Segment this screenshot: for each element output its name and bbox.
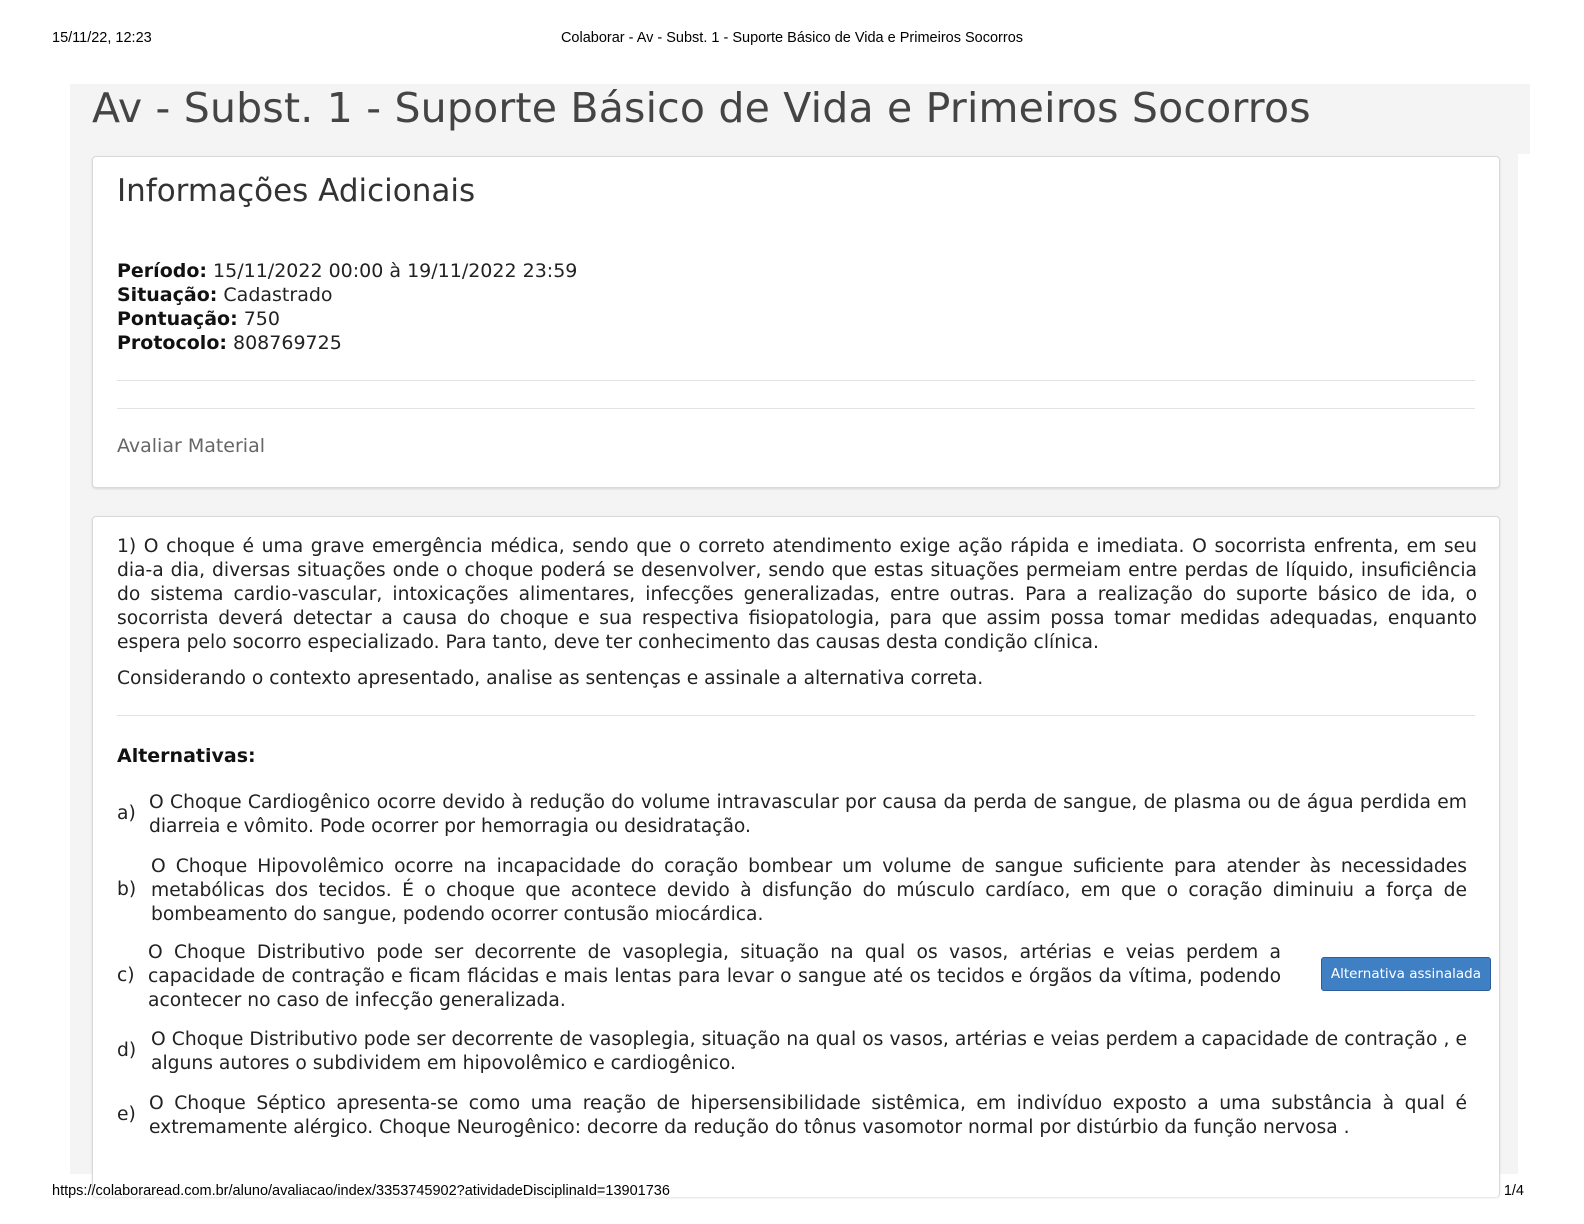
alternative-c[interactable] xyxy=(117,941,1481,1013)
alternative-e[interactable] xyxy=(117,1092,1467,1140)
print-doc-title: Colaborar - Av - Subst. 1 - Suporte Básico de Vida e Primeiros Socorros xyxy=(560,30,1024,46)
periodo-value: 15/11/2022 00:00 à 19/11/2022 23:59 xyxy=(207,260,578,282)
info-situacao xyxy=(117,283,577,307)
divider xyxy=(117,715,1475,716)
info-title: Informações Adicionais xyxy=(117,173,476,209)
alternative-selected-badge: Alternativa assinalada xyxy=(1321,957,1491,991)
protocolo-label: Protocolo: xyxy=(117,332,227,354)
info-card xyxy=(92,156,1500,488)
avaliar-material-link[interactable]: Avaliar Material xyxy=(117,435,266,457)
situacao-label: Situação: xyxy=(117,284,218,306)
alternative-letter: e) xyxy=(117,1104,136,1125)
question-text-block xyxy=(117,535,1477,703)
info-pontuacao xyxy=(117,307,577,331)
alternative-letter: a) xyxy=(117,803,136,824)
alternative-text: O Choque Distributivo pode ser decorrente de vasoplegia, situação na qual os vasos, artérias e veias perdem a capacidade de contração , e alguns autores o subdividem em hipovolêmico e cardiogênico. xyxy=(151,1029,1467,1074)
question-instruction: Considerando o contexto apresentado, analise as sentenças e assinale a alternativa correta. xyxy=(117,668,984,689)
print-footer xyxy=(52,1183,1532,1203)
pontuacao-value: 750 xyxy=(237,308,280,330)
print-header xyxy=(52,30,1532,50)
periodo-label: Período: xyxy=(117,260,207,282)
alternative-b[interactable] xyxy=(117,855,1467,927)
page-title: Av - Subst. 1 - Suporte Básico de Vida e Primeiros Socorros xyxy=(92,84,1311,132)
question-statement: 1) O choque é uma grave emergência médica, sendo que o correto atendimento exige ação rápida e imediata. O socorrista enfrenta, em seu dia-a dia, diversas situações onde o choque poderá se desenvolver, sendo que estas situações permeiam entre perdas de líquido, insuficiência do sistema cardio-vascular, intoxicações alimentares, infecções generalizadas, entre outras. Para a realização do suporte básico de ida, o socorrista deverá detectar a causa do choque e sua respectiva fisiopatologia, para que assim possa tomar medidas adequadas, enquanto espera pelo socorro especializado. Para tanto, deve ter conhecimento das causas desta condição clínica. xyxy=(117,536,1477,653)
situacao-value: Cadastrado xyxy=(217,284,333,306)
alternative-letter: c) xyxy=(117,965,135,986)
alternative-letter: b) xyxy=(117,879,137,900)
info-periodo xyxy=(117,259,577,283)
alternative-d[interactable] xyxy=(117,1028,1467,1076)
print-page-number: 1/4 xyxy=(1503,1183,1524,1199)
info-protocolo xyxy=(117,331,577,355)
alternative-text: O Choque Cardiogênico ocorre devido à redução do volume intravascular por causa da perda de sangue, de plasma ou de água perdida em diarreia e vômito. Pode ocorrer por hemorragia ou desidratação. xyxy=(149,792,1467,837)
alternative-text: O Choque Distributivo pode ser decorrente de vasoplegia, situação na qual os vasos, artérias e veias perdem a capacidade de contração e ficam flácidas e mais lentas para levar o sangue até os tecidos e órgãos da vítima, podendo acontecer no caso de infecção generalizada. xyxy=(148,942,1281,1011)
divider xyxy=(117,380,1475,381)
alternatives-title: Alternativas: xyxy=(117,745,256,767)
print-url: https://colaboraread.com.br/aluno/avaliacao/index/3353745902?atividadeDisciplinaId=13901736 xyxy=(52,1183,670,1199)
alternative-letter: d) xyxy=(117,1040,137,1061)
alternative-a[interactable] xyxy=(117,791,1467,839)
pontuacao-label: Pontuação: xyxy=(117,308,238,330)
alternative-text: O Choque Séptico apresenta-se como uma reação de hipersensibilidade sistêmica, em indivíduo exposto a uma substância à qual é extremamente alérgico. Choque Neurogênico: decorre da redução do tônus vasomotor normal por distúrbio da função nervosa . xyxy=(149,1093,1467,1138)
page-edge xyxy=(1518,154,1538,1174)
info-list xyxy=(117,259,577,355)
alternative-text: O Choque Hipovolêmico ocorre na incapacidade do coração bombear um volume de sangue suficiente para atender às necessidades metabólicas dos tecidos. É o choque que acontece devido à disfunção do músculo cardíaco, em que o coração diminuiu a força de bombeamento do sangue, podendo ocorrer contusão miocárdica. xyxy=(151,856,1467,925)
question-card xyxy=(92,516,1500,1197)
divider xyxy=(117,408,1475,409)
print-datetime: 15/11/22, 12:23 xyxy=(52,30,152,46)
protocolo-value: 808769725 xyxy=(226,332,342,354)
